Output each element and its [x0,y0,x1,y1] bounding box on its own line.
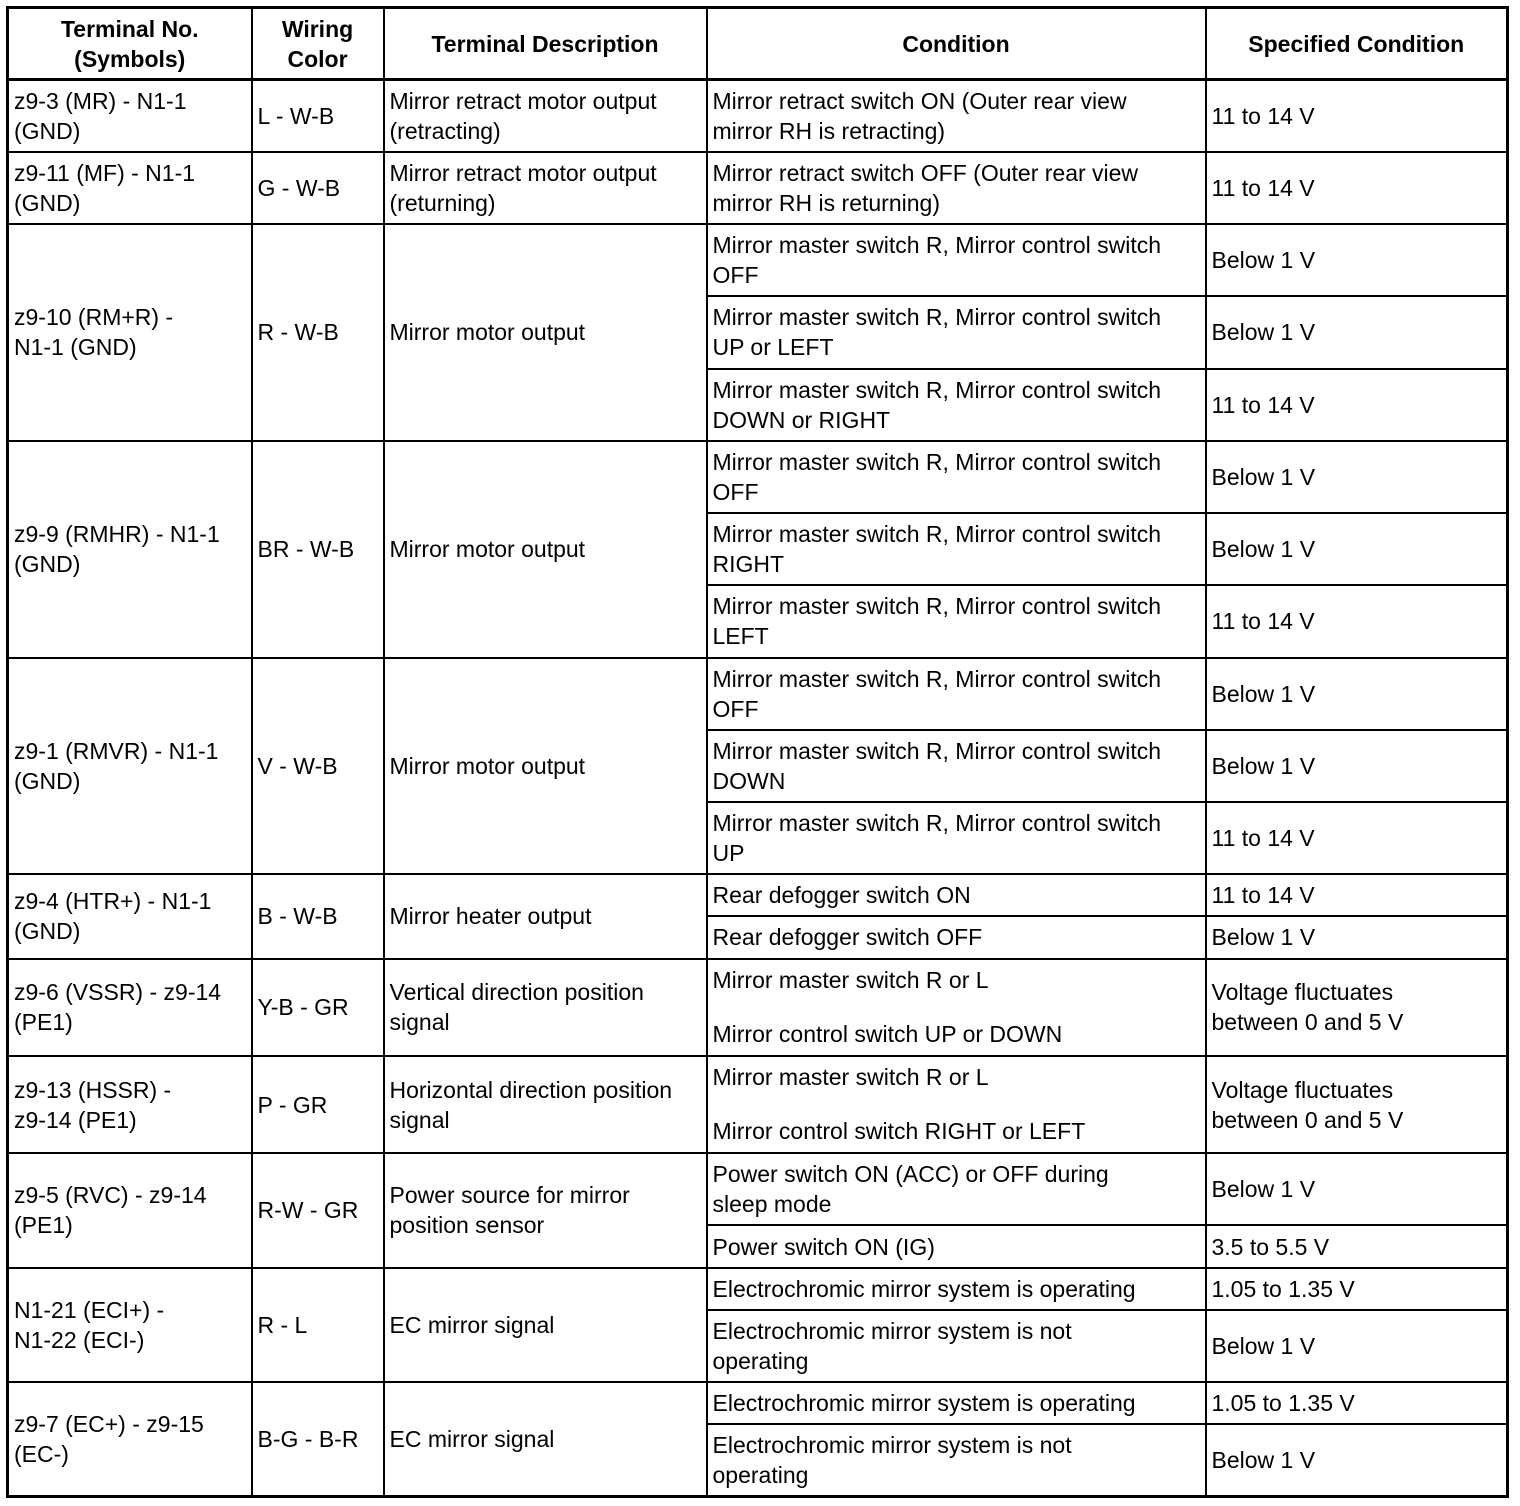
description-cell: Mirror motor output [384,658,707,875]
table-row [8,152,1508,224]
terminal-cell: z9-1 (RMVR) - N1-1 (GND) [8,658,252,875]
description-cell: Mirror motor output [384,441,707,658]
description-cell: Horizontal direction position signal [384,1056,707,1153]
wiring-color-cell: BR - W-B [252,441,384,658]
spec-cell: Voltage fluctuates between 0 and 5 V [1206,959,1508,1056]
table-row [8,1382,1508,1424]
terminal-cell: z9-9 (RMHR) - N1-1 (GND) [8,441,252,658]
condition-cell: Mirror master switch R or L Mirror control switch RIGHT or LEFT [707,1056,1206,1153]
wiring-color-cell: Y-B - GR [252,959,384,1056]
spec-cell: 1.05 to 1.35 V [1206,1382,1508,1424]
spec-cell: 11 to 14 V [1206,585,1508,657]
wiring-color-cell: B-G - B-R [252,1382,384,1497]
wiring-color-cell: R - L [252,1268,384,1382]
spec-cell: Below 1 V [1206,441,1508,513]
condition-cell: Mirror master switch R, Mirror control switch DOWN or RIGHT [707,369,1206,441]
description-cell: Vertical direction position signal [384,959,707,1056]
terminal-cell: z9-6 (VSSR) - z9-14 (PE1) [8,959,252,1056]
spec-cell: 3.5 to 5.5 V [1206,1225,1508,1267]
wiring-color-cell: V - W-B [252,658,384,875]
description-cell: Mirror retract motor output (returning) [384,152,707,224]
spec-cell: Below 1 V [1206,513,1508,585]
header-condition: Condition [707,8,1206,80]
terminal-cell: z9-10 (RM+R) - N1-1 (GND) [8,224,252,441]
header-terminal-no: Terminal No. (Symbols) [8,8,252,80]
table-row [8,224,1508,296]
description-cell: Mirror retract motor output (retracting) [384,80,707,152]
condition-cell: Mirror retract switch OFF (Outer rear view mirror RH is returning) [707,152,1206,224]
spec-cell: Below 1 V [1206,1424,1508,1496]
condition-cell: Electrochromic mirror system is operating [707,1268,1206,1310]
wiring-color-cell: R - W-B [252,224,384,441]
table-row [8,1153,1508,1225]
terminal-cell: z9-7 (EC+) - z9-15 (EC-) [8,1382,252,1497]
terminal-cell: z9-4 (HTR+) - N1-1 (GND) [8,874,252,958]
header-wiring-color: Wiring Color [252,8,384,80]
spec-cell: 11 to 14 V [1206,874,1508,916]
terminal-spec-table [6,6,1509,1498]
condition-cell: Mirror master switch R, Mirror control switch OFF [707,441,1206,513]
table-row [8,441,1508,513]
terminal-cell: N1-21 (ECI+) - N1-22 (ECI-) [8,1268,252,1382]
spec-cell: 11 to 14 V [1206,802,1508,874]
condition-cell: Rear defogger switch ON [707,874,1206,916]
condition-cell: Power switch ON (IG) [707,1225,1206,1267]
spec-cell: 11 to 14 V [1206,152,1508,224]
spec-cell: 1.05 to 1.35 V [1206,1268,1508,1310]
terminal-cell: z9-5 (RVC) - z9-14 (PE1) [8,1153,252,1267]
terminal-cell: z9-3 (MR) - N1-1 (GND) [8,80,252,152]
wiring-color-cell: L - W-B [252,80,384,152]
spec-cell: Below 1 V [1206,916,1508,958]
spec-cell: Below 1 V [1206,730,1508,802]
description-cell: EC mirror signal [384,1382,707,1497]
description-cell: Mirror heater output [384,874,707,958]
table-row [8,80,1508,152]
table-row [8,959,1508,1056]
table-row [8,1056,1508,1153]
header-row [8,8,1508,80]
spec-cell: Below 1 V [1206,224,1508,296]
header-specified-condition: Specified Condition [1206,8,1508,80]
description-cell: Mirror motor output [384,224,707,441]
table-row [8,658,1508,730]
spec-cell: Below 1 V [1206,296,1508,368]
header-terminal-description: Terminal Description [384,8,707,80]
spec-cell: Below 1 V [1206,1310,1508,1382]
spec-cell: Voltage fluctuates between 0 and 5 V [1206,1056,1508,1153]
terminal-cell: z9-13 (HSSR) - z9-14 (PE1) [8,1056,252,1153]
condition-cell: Mirror master switch R, Mirror control switch RIGHT [707,513,1206,585]
spec-cell: Below 1 V [1206,658,1508,730]
wiring-color-cell: B - W-B [252,874,384,958]
condition-cell: Electrochromic mirror system is operating [707,1382,1206,1424]
wiring-color-cell: G - W-B [252,152,384,224]
condition-cell: Mirror master switch R, Mirror control switch DOWN [707,730,1206,802]
terminal-cell: z9-11 (MF) - N1-1 (GND) [8,152,252,224]
condition-cell: Electrochromic mirror system is not operating [707,1424,1206,1496]
condition-cell: Electrochromic mirror system is not operating [707,1310,1206,1382]
wiring-color-cell: R-W - GR [252,1153,384,1267]
condition-cell: Mirror master switch R, Mirror control switch OFF [707,224,1206,296]
description-cell: EC mirror signal [384,1268,707,1382]
condition-cell: Rear defogger switch OFF [707,916,1206,958]
spec-cell: 11 to 14 V [1206,369,1508,441]
condition-cell: Mirror master switch R, Mirror control switch UP or LEFT [707,296,1206,368]
wiring-color-cell: P - GR [252,1056,384,1153]
condition-cell: Mirror retract switch ON (Outer rear view mirror RH is retracting) [707,80,1206,152]
table-row [8,1268,1508,1310]
description-cell: Power source for mirror position sensor [384,1153,707,1267]
spec-cell: Below 1 V [1206,1153,1508,1225]
condition-cell: Mirror master switch R, Mirror control switch LEFT [707,585,1206,657]
table-row [8,874,1508,916]
condition-cell: Mirror master switch R, Mirror control switch UP [707,802,1206,874]
condition-cell: Mirror master switch R, Mirror control switch OFF [707,658,1206,730]
condition-cell: Power switch ON (ACC) or OFF during sleep mode [707,1153,1206,1225]
spec-cell: 11 to 14 V [1206,80,1508,152]
condition-cell: Mirror master switch R or L Mirror control switch UP or DOWN [707,959,1206,1056]
